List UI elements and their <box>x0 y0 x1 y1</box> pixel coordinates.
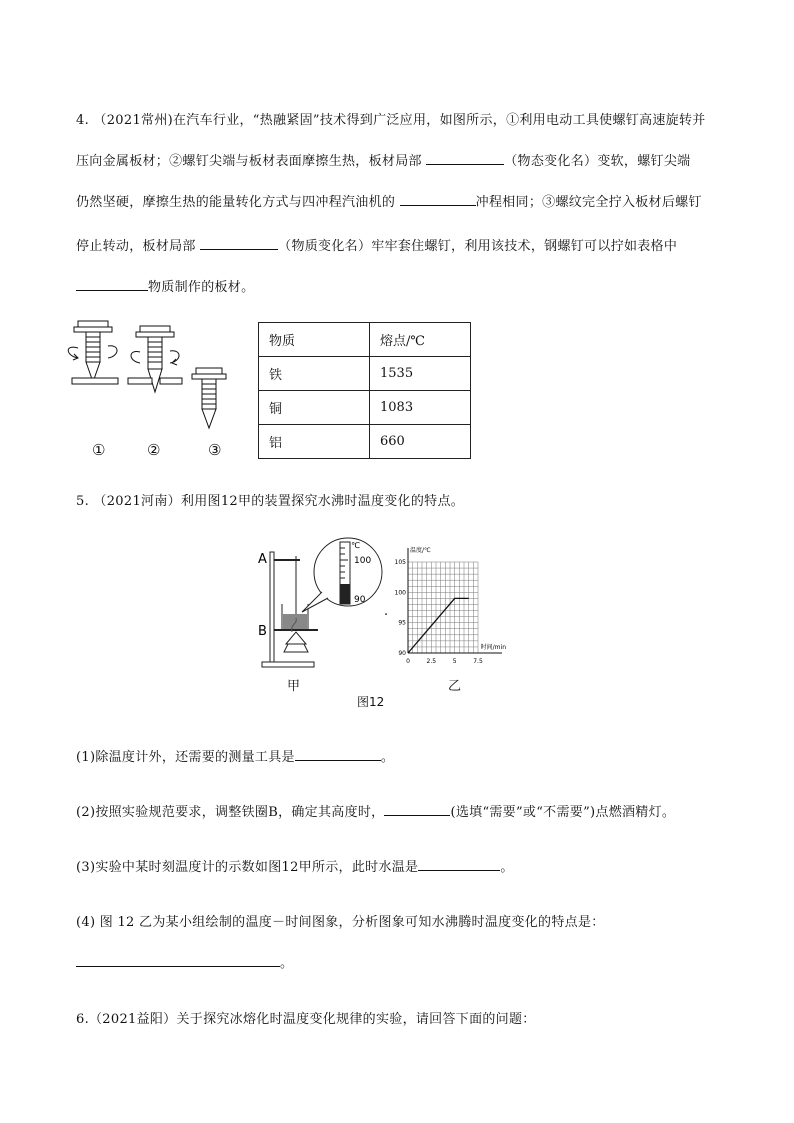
table-header-row <box>259 323 471 357</box>
q4-line-2-text: 压向金属板材；②螺钉尖端与板材表面摩擦生热，板材局部 <box>76 154 427 169</box>
q5-sub-3-text: (3)实验中某时刻温度计的示数如图12甲所示，此时水温是 <box>76 860 419 875</box>
thermo-tick-90: 90 <box>354 595 366 605</box>
table-row <box>259 357 471 391</box>
q5-sub-4-answer <box>76 952 293 971</box>
q5-sub-3 <box>76 856 514 875</box>
answer-blank-3[interactable] <box>200 237 278 250</box>
x-axis-label: 时间/min <box>480 644 506 651</box>
q4-line-3-text: 仍然坚硬，摩擦生热的能量转化方式与四冲程汽油机的 <box>76 195 400 210</box>
table-cell: 铝 <box>259 425 370 459</box>
q5-sub-3-end: 。 <box>500 860 514 875</box>
y-tick-label: 90 <box>398 650 406 657</box>
q5-sub-1 <box>76 746 394 765</box>
screw-process-figure <box>64 316 244 456</box>
table-cell: 660 <box>370 425 471 459</box>
label-b: B <box>258 624 267 639</box>
table-cell: 1083 <box>370 391 471 425</box>
q4-line-5-text: 物质制作的板材。 <box>148 280 255 295</box>
x-tick-label: 5 <box>452 658 457 665</box>
q5-sub-2 <box>76 801 675 820</box>
x-tick-label: 2.5 <box>426 658 437 665</box>
q4-line-5 <box>76 276 254 295</box>
q5-sub-2-text: (2)按照实验规范要求，调整铁圈B，确定其高度时， <box>76 805 385 820</box>
q5-sub-4-end: 。 <box>280 956 294 971</box>
temperature-time-chart <box>394 542 506 668</box>
screw-2-icon <box>128 326 182 392</box>
screw-3-icon <box>192 368 226 428</box>
figure-label-1: ① <box>92 441 106 459</box>
q4-line-1-text: 4. （2021常州)在汽车行业，“热融紧固”技术得到广泛应用，如图所示，①利用电动工具使螺钉高速旋转并 <box>76 113 706 128</box>
q5-title: 5. （2021河南）利用图12甲的装置探究水沸时温度变化的特点。 <box>76 494 465 509</box>
answer-blank-2[interactable] <box>400 193 476 206</box>
answer-blank-6[interactable] <box>384 803 450 816</box>
table-cell: 铁 <box>259 357 370 391</box>
y-tick-label: 95 <box>398 619 406 627</box>
answer-blank-1[interactable] <box>426 152 504 165</box>
stray-dot: . <box>384 604 389 619</box>
q4-line-3 <box>76 191 702 210</box>
table-cell: 铜 <box>259 391 370 425</box>
q4-line-2 <box>76 150 690 169</box>
q4-line-3-text-b: 冲程相同；③螺纹完全拧入板材后螺钉 <box>475 195 702 210</box>
figure-label-3: ③ <box>208 441 222 459</box>
answer-blank-7[interactable] <box>418 858 500 871</box>
q4-line-4-text: 停止转动，板材局部 <box>76 239 201 254</box>
q4-line-4 <box>76 235 677 254</box>
thermo-tick-100: 100 <box>354 556 372 566</box>
screw-1-icon <box>68 321 118 384</box>
q5-sub-4 <box>76 911 605 930</box>
table-header-cell: 熔点/℃ <box>370 323 471 357</box>
caption-jia: 甲 <box>287 679 301 694</box>
x-tick-label: 7.5 <box>473 658 483 665</box>
x-tick-label: 0 <box>406 658 410 665</box>
table-row <box>259 391 471 425</box>
q5-sub-1-end: 。 <box>380 750 395 765</box>
answer-blank-4[interactable] <box>76 278 148 291</box>
q6-title: 6.（2021益阳）关于探究冰熔化时温度变化规律的实验，请回答下面的问题： <box>76 1012 536 1027</box>
label-a: A <box>258 552 267 567</box>
answer-blank-8[interactable] <box>76 954 280 967</box>
table-row <box>259 425 471 459</box>
q5-sub-1-text: (1)除温度计外，还需要的测量工具是 <box>76 750 295 765</box>
q4-line-2-text-b: （物态变化名）变软，螺钉尖端 <box>504 154 691 169</box>
boiling-apparatus-figure <box>252 532 392 672</box>
answer-blank-5[interactable] <box>295 748 381 761</box>
y-tick-label: 105 <box>394 559 406 566</box>
melting-point-table <box>258 322 471 459</box>
q4-line-4-text-b: （物质变化名）牢牢套住螺钉，利用该技术，钢螺钉可以拧如表格中 <box>278 239 678 254</box>
q5-sub-2-text-b: (选填“需要”或“不需要”)点燃酒精灯。 <box>450 805 676 820</box>
caption-yi: 乙 <box>448 679 462 694</box>
q4-line-1 <box>76 109 706 128</box>
table-header-cell: 物质 <box>259 323 370 357</box>
y-axis-label: 温度/℃ <box>410 547 431 554</box>
thermo-unit: ℃ <box>351 541 360 550</box>
figure-label-2: ② <box>147 441 161 459</box>
y-tick-label: 100 <box>394 589 406 597</box>
q5-sub-4-text: (4) 图 12 乙为某小组绘制的温度－时间图象，分析图象可知水沸腾时温度变化的特点是： <box>76 915 605 930</box>
figure-12-caption: 图12 <box>357 695 385 709</box>
table-cell: 1535 <box>370 357 471 391</box>
